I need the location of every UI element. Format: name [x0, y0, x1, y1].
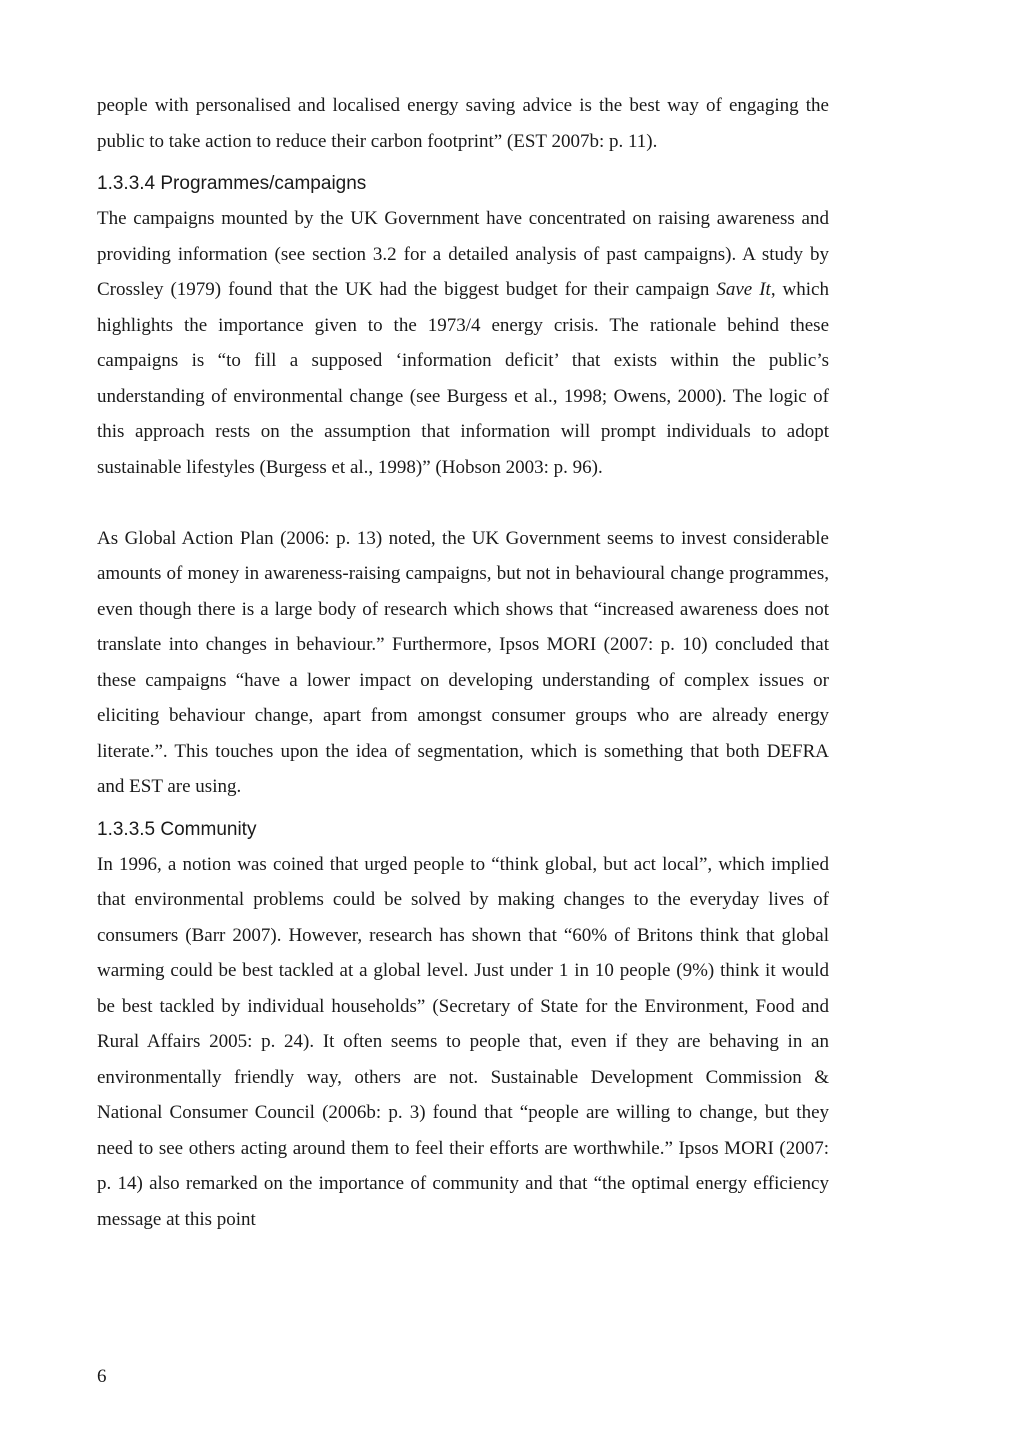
paragraph-community-1: In 1996, a notion was coined that urged people to “think global, but act local”, which implied that environmental problems could be solved by making changes to the everyday lives of consumers (Barr 2007). However, research has shown that “60% of Britons think that global warming could be best tackled at a global level. Just under 1 in 10 people (9%) think it would be best tackled by individual households” (Secretary of State for the Environment, Food and Rural Affairs 2005: p. 24). It often seems to people that, even if they are behaving in an environmentally friendly way, others are not. Sustainable Development Commission & National Consumer Council (2006b: p. 3) found that “people are willing to change, but they need to see others acting around them to feel their efforts are worthwhile.” Ipsos MORI (2007: p. 14) also remarked on the importance of community and that “the optimal energy efficiency message at this point: [97, 853, 829, 1230]
paragraph-programmes-1: [97, 201, 829, 485]
paragraph-intro: people with personalised and localised energy saving advice is the best way of engaging the public to take action to reduce their carbon footprint” (EST 2007b: p. 11).: [97, 95, 829, 152]
campaign-title-italic: Save It: [716, 279, 771, 300]
section-heading-community: 1.3.3.5 Community: [97, 818, 257, 840]
section-heading-programmes: 1.3.3.4 Programmes/campaigns: [97, 173, 367, 194]
text-run: , which highlights the importance given to the 1973/4 energy crisis. The rationale behind these campaigns is “to fill a supposed ‘information deficit’ that exists within the public’s understanding of environmental change (see Burgess et al., 1998; Owens, 2000). The logic of this approach rests on the assumption that information will prompt individuals to adopt sustainable lifestyles (Burgess et al., 1998)” (Hobson 2003: p. 96).: [97, 279, 829, 478]
paragraph-programmes-2: As Global Action Plan (2006: p. 13) noted, the UK Government seems to invest considerable amounts of money in awareness-raising campaigns, but not in behavioural change programmes, even though there is a large body of research which shows that “increased awareness does not translate into changes in behaviour.” Furthermore, Ipsos MORI (2007: p. 10) concluded that these campaigns “have a lower impact on developing understanding of complex issues or eliciting behaviour change, apart from amongst consumer groups who are already energy literate.”. This touches upon the idea of segmentation, which is something that both DEFRA and EST are using.: [97, 527, 829, 797]
text-run: The campaigns mounted by the UK Government have concentrated on raising awareness and providing information (see section 3.2 for a detailed analysis of past campaigns). A study by Crossley (1979) found that the UK had the biggest budget for their campaign: [97, 208, 829, 300]
page-number: 6: [97, 1366, 107, 1387]
document-page: [97, 88, 829, 1237]
